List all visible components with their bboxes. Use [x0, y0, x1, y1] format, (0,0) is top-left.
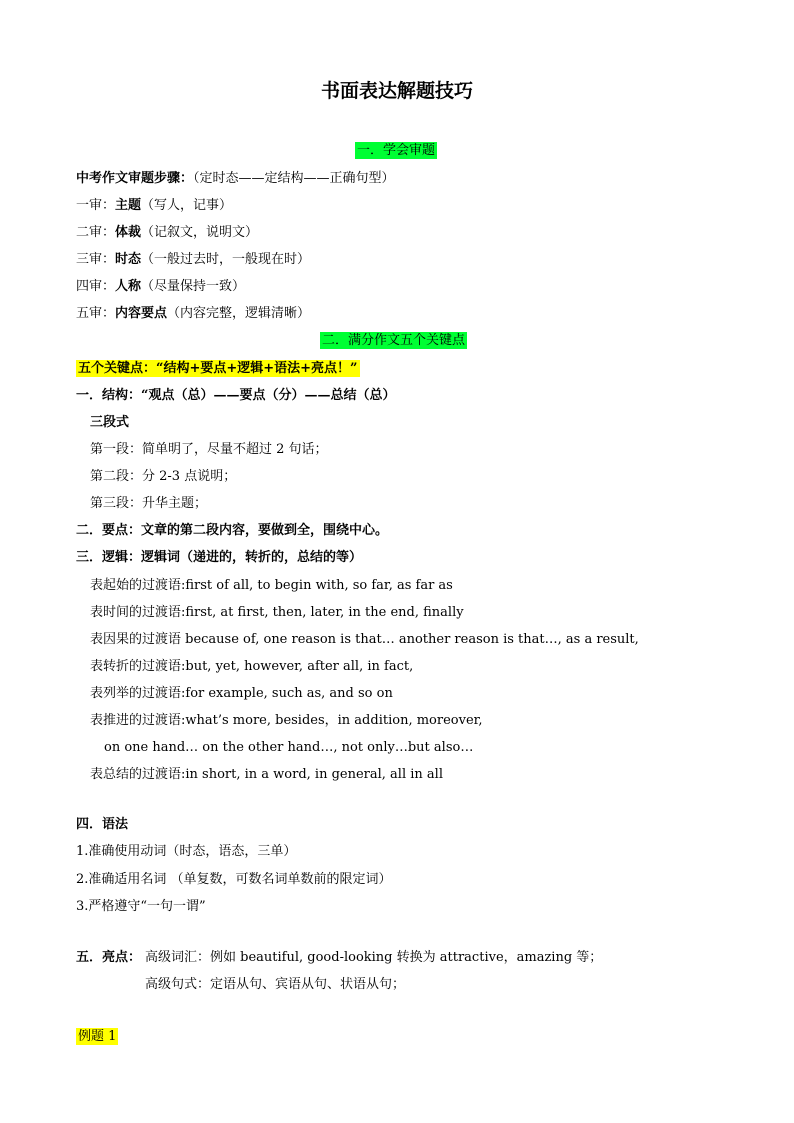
page-title: 书面表达解题技巧 [320, 80, 473, 102]
key-points-summary: 五个关键点：“结构+要点+逻辑+语法+亮点！” [78, 361, 358, 376]
grammar-item: 1.准确使用动词（时态，语态，三单） [76, 844, 297, 859]
review-step: 二审：体裁（记叙文，说明文） [76, 225, 259, 240]
review-step: 三审：时态（一般过去时，一般现在时） [76, 252, 311, 267]
grammar-heading: 四．语法 [76, 817, 129, 832]
review-step: 四审：人称（尽量保持一致） [76, 279, 246, 294]
structure-paragraph: 第一段：简单明了，尽量不超过 2 句话； [90, 442, 328, 457]
grammar-item: 2.准确适用名词 （单复数，可数名词单数前的限定词） [76, 872, 392, 887]
structure-subheading: 三段式 [90, 415, 130, 430]
example-label: 例题 1 [78, 1029, 117, 1044]
transition-item: 表时间的过渡语:first, at first, then, later, in the end, finally [90, 605, 464, 620]
review-step: 一审：主题（写人，记事） [76, 198, 233, 213]
highlights-label: 五．亮点： [76, 950, 142, 965]
logic-heading: 三．逻辑：逻辑词（递进的，转折的，总结的等） [76, 550, 363, 565]
transition-item: 表总结的过渡语:in short, in a word, in general, all in all [90, 767, 443, 782]
transition-item: 表推进的过渡语:what’s more, besides，in addition, moreover, [90, 713, 483, 728]
structure-paragraph: 第二段：分 2-3 点说明； [90, 469, 237, 484]
highlights-line-2: 高级句式：定语从句、宾语从句、状语从句； [145, 977, 406, 992]
transition-item: 表起始的过渡语:first of all, to begin with, so far, as far as [90, 578, 453, 593]
section-1-heading: 一．学会审题 [357, 143, 436, 158]
section-2-heading: 二．满分作文五个关键点 [322, 333, 466, 348]
review-step: 五审：内容要点（内容完整，逻辑清晰） [76, 306, 311, 321]
structure-heading: 一．结构：“观点（总）——要点（分）——总结（总） [76, 388, 396, 403]
intro-label: 中考作文审题步骤： [76, 171, 194, 186]
transition-item: 表因果的过渡语 because of, one reason is that… another reason is that…, as a result, [90, 632, 639, 647]
transition-item: 表列举的过渡语:for example, such as, and so on [90, 686, 393, 701]
review-steps-intro [76, 170, 395, 188]
structure-paragraph: 第三段：升华主题； [90, 496, 208, 511]
points-line: 二．要点：文章的第二段内容，要做到全，围绕中心。 [76, 523, 389, 538]
grammar-item: 3.严格遵守“一句一谓” [76, 899, 206, 914]
transition-item: on one hand… on the other hand…, not only…but also… [104, 740, 474, 755]
intro-text: （定时态——定结构——正确句型） [193, 171, 395, 186]
transition-item: 表转折的过渡语:but, yet, however, after all, in fact, [90, 659, 414, 674]
highlights-line-1: 五．亮点： 高级词汇：例如 beautiful, good-looking 转换为 attractive，amazing 等； [76, 950, 603, 965]
